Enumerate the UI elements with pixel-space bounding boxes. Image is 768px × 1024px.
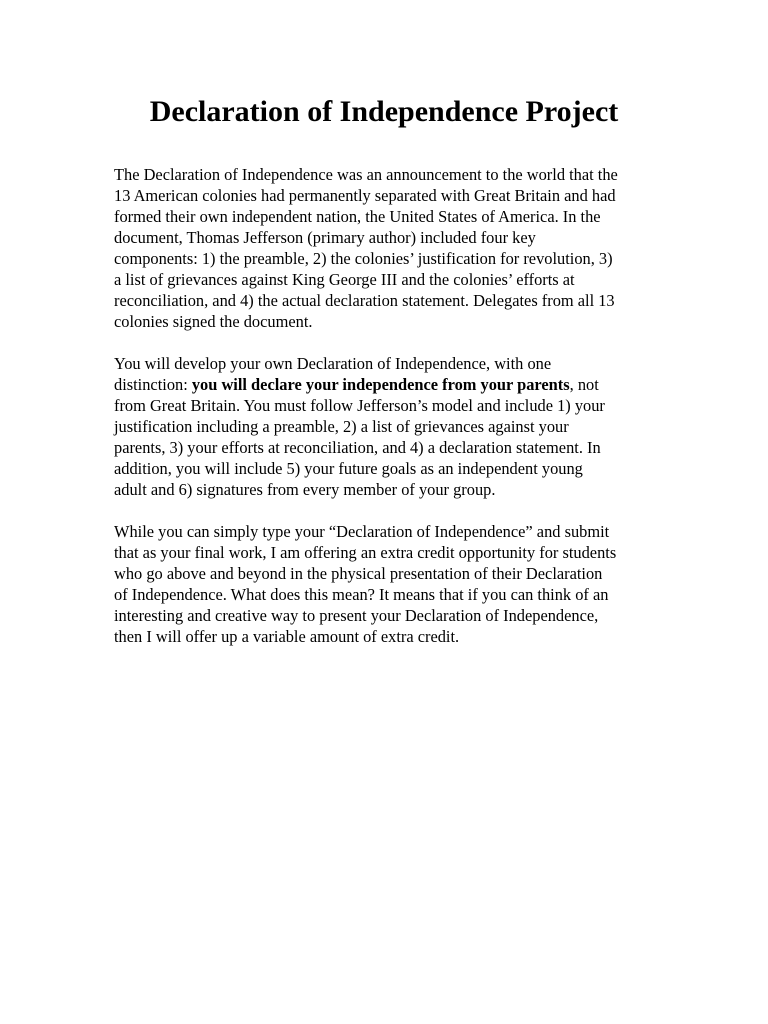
- paragraph-extra-credit: [114, 521, 670, 647]
- text-line: who go above and beyond in the physical presentation of their Declaration: [114, 564, 603, 583]
- text-line: a list of grievances against King George III and the colonies’ efforts at: [114, 270, 575, 289]
- paragraph-intro: [114, 164, 670, 332]
- text-line: addition, you will include 5) your future goals as an independent young: [114, 459, 583, 478]
- text-line: that as your final work, I am offering an extra credit opportunity for students: [114, 543, 617, 562]
- text-line: The Declaration of Independence was an announcement to the world that the: [114, 165, 618, 184]
- text-line: then I will offer up a variable amount of extra credit.: [114, 627, 460, 646]
- text-line: formed their own independent nation, the United States of America. In the: [114, 207, 601, 226]
- text-line: reconciliation, and 4) the actual declaration statement. Delegates from all 13: [114, 291, 615, 310]
- text-line: adult and 6) signatures from every member of your group.: [114, 480, 496, 499]
- text-line-with-emphasis: [114, 374, 670, 395]
- document-title: Declaration of Independence Project: [149, 95, 619, 128]
- text-line: While you can simply type your “Declaration of Independence” and submit: [114, 522, 610, 541]
- text-line: justification including a preamble, 2) a list of grievances against your: [114, 417, 569, 436]
- text-line: components: 1) the preamble, 2) the colonies’ justification for revolution, 3): [114, 249, 613, 268]
- text-line: interesting and creative way to present your Declaration of Independence,: [114, 606, 599, 625]
- text-line: parents, 3) your efforts at reconciliation, and 4) a declaration statement. In: [114, 438, 601, 457]
- text-line: colonies signed the document.: [114, 312, 313, 331]
- document-body: [114, 164, 670, 668]
- text-line: 13 American colonies had permanently separated with Great Britain and had: [114, 186, 616, 205]
- text-line: document, Thomas Jefferson (primary author) included four key: [114, 228, 536, 247]
- text-line: You will develop your own Declaration of Independence, with one: [114, 354, 552, 373]
- text-segment: distinction:: [114, 375, 192, 394]
- text-segment: , not: [569, 375, 599, 394]
- paragraph-assignment: [114, 353, 670, 500]
- text-line: from Great Britain. You must follow Jefferson’s model and include 1) your: [114, 396, 605, 415]
- text-line: of Independence. What does this mean? It means that if you can think of an: [114, 585, 609, 604]
- emphasized-text: you will declare your independence from your parents: [191, 375, 570, 394]
